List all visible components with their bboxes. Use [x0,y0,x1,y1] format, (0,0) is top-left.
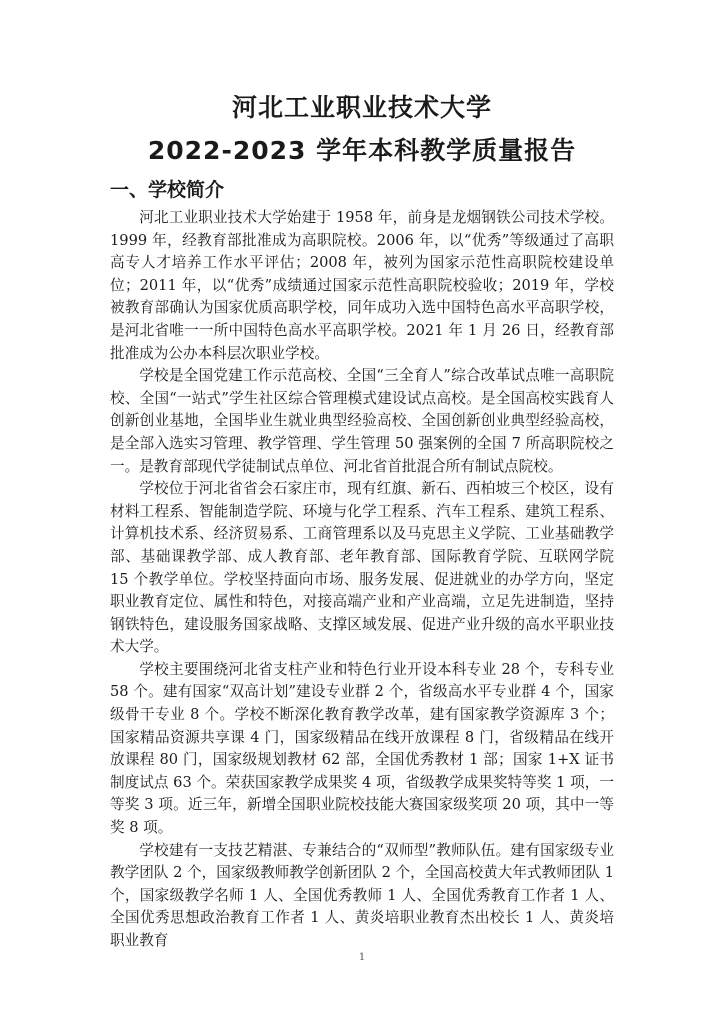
report-title-line1: 河北工业职业技术大学 [231,93,492,122]
paragraph-5: 学校建有一支技艺精湛、专兼结合的“双师型”教师队伍。建有国家级专业教学团队 2 个，国家级教师教学创新团队 2 个，全国高校黄大年式教师团队 1 个，国家级教学名师 1 人、全国优秀教师 1 人、全国优秀教育工作者 1 人、全国优秀思想政治教育工作者 1 人、黄炎培职业教育杰出校长 1 人、黄炎培职业教育 [110,841,614,949]
paragraph-4: 学校主要围绕河北省支柱产业和特色行业开设本科专业 28 个，专科专业 58 个。建有国家“双高计划”建设专业群 2 个，省级高水平专业群 4 个，国家级骨干专业 8 个。学校不断深化教育教学改革，建有国家教学资源库 3 个；国家精品资源共享课 4 门，国家级精品在线开放课程 8 门，省级精品在线开放课程 80 门，国家级规划教材 62 部，全国优秀教材 1 部；国家 1+X 证书制度试点 63 个。荣获国家教学成果奖 4 项，省级教学成果奖特等奖 1 项，一等奖 3 项。近三年，新增全国职业院校技能大赛国家级奖项 20 项，其中一等奖 8 项。 [110,660,614,837]
page-number: 1 [358,952,366,963]
paragraph-1: 河北工业职业技术大学始建于 1958 年，前身是龙烟钢铁公司技术学校。1999 年，经教育部批准成为高职院校。2006 年，以“优秀”等级通过了高职高专人才培养工作水平评估；2008 年，被列为国家示范性高职院校建设单位；2011 年，以“优秀”成绩通过国家示范性高职院校验收；2019 年，学校被教育部确认为国家优质高职学校，同年成功入选中国特色高水平高职学校，是河北省唯一一所中国特色高水平高职学校。2021 年 1 月 26 日，经教育部批准成为公办本科层次职业学校。 [110,209,614,362]
report-title-line2: 2022-2023 学年本科教学质量报告 [147,136,577,165]
paragraph-3: 学校位于河北省省会石家庄市，现有红旗、新石、西柏坡三个校区，设有材料工程系、智能制造学院、环境与化学工程系、汽车工程系、建筑工程系、计算机技术系、经济贸易系、工商管理系以及马克思主义学院、工业基础教学部、基础课教学部、成人教育部、老年教育部、国际教育学院、互联网学院 15 个教学单位。学校坚持面向市场、服务发展、促进就业的办学方向，坚定职业教育定位、属性和特色，对接高端产业和产业高端，立足先进制造，坚持钢铁特色，建设服务国家战略、支撑区域发展、促进产业升级的高水平职业技术大学。 [110,480,614,656]
paragraph-2: 学校是全国党建工作示范高校、全国“三全育人”综合改革试点唯一高职院校、全国“一站式”学生社区综合管理模式建设试点高校。是全国高校实践育人创新创业基地，全国毕业生就业典型经验高校、全国创新创业典型经验高校，是全部入选实习管理、教学管理、学生管理 50 强案例的全国 7 所高职院校之一。是教育部现代学徒制试点单位、河北省首批混合所有制试点院校。 [110,367,614,475]
section-heading: 一、学校简介 [110,179,225,201]
body-text [110,207,614,953]
